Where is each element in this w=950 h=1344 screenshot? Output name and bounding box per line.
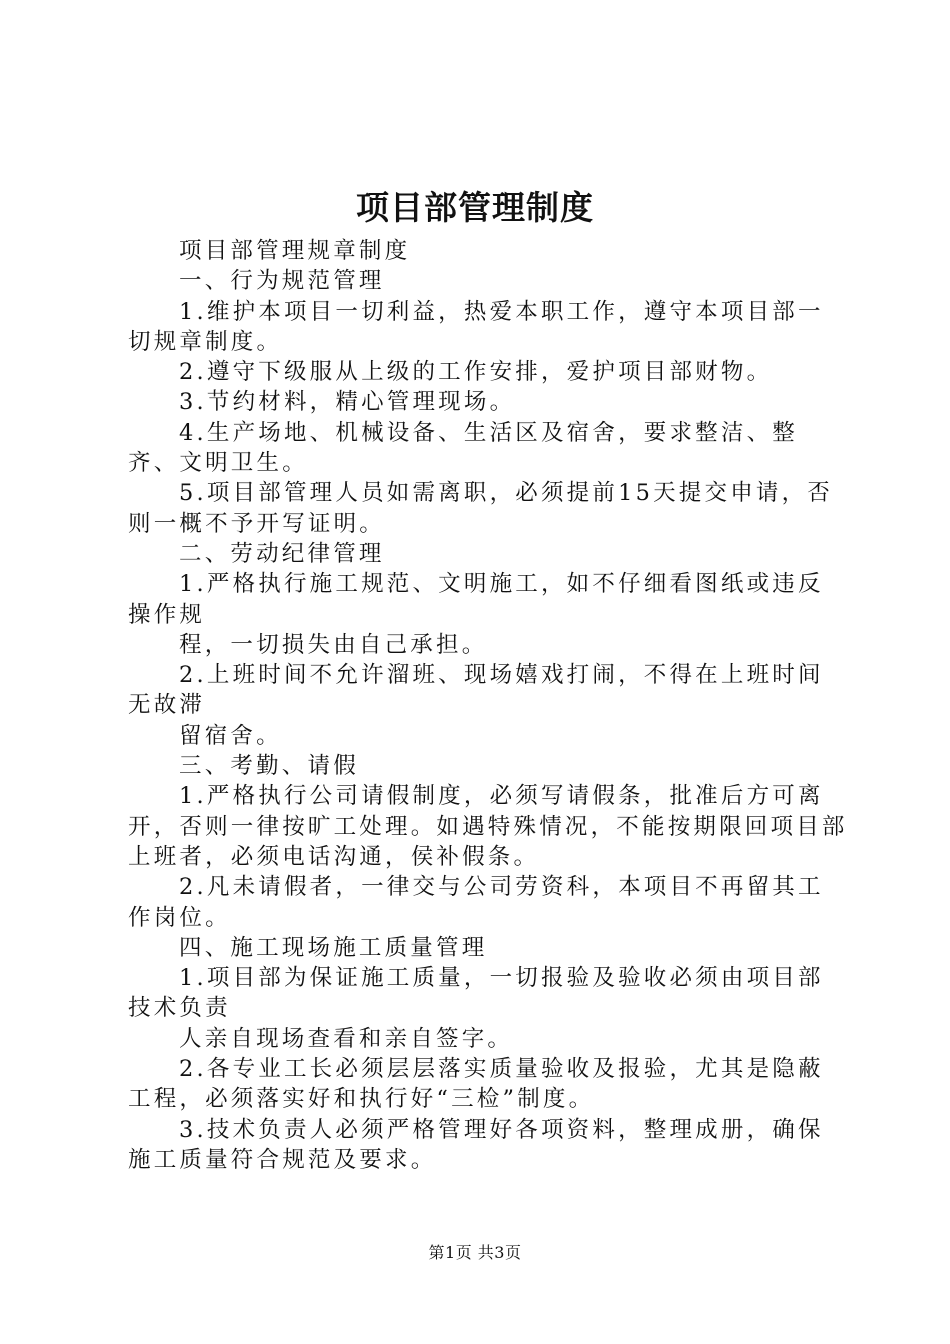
paragraph: 1.维护本项目一切利益，热爱本职工作，遵守本项目部一切规章制度。 — [128, 298, 824, 355]
paragraph-heading-regulations: 项目部管理规章制度 — [179, 238, 411, 264]
page-number-footer: 第1页 共3页 — [428, 1243, 522, 1262]
paragraph: 3.技术负责人必须严格管理好各项资料，整理成册，确保施工质量符合规范及要求。 — [128, 1116, 824, 1173]
paragraph: 1.严格执行公司请假制度，必须写请假条，批准后方可离开，否则一律按旷工处理。如遇特殊情况，不能按期限回项目部上班者，必须电话沟通，侯补假条。 — [128, 783, 848, 870]
paragraph: 1.严格执行施工规范、文明施工，如不仔细看图纸或违反操作规 — [128, 571, 824, 628]
paragraph: 人亲自现场查看和亲自签字。 — [179, 1025, 514, 1052]
paragraph: 2.上班时间不允许溜班、现场嬉戏打闹，不得在上班时间无故滞 — [128, 662, 824, 719]
document-body — [128, 236, 848, 1175]
paragraph: 1.项目部为保证施工质量，一切报验及验收必须由项目部技术负责 — [128, 965, 824, 1022]
document-title: 项目部管理制度 — [356, 188, 594, 227]
paragraph: 2.遵守下级服从上级的工作安排，爱护项目部财物。 — [179, 359, 773, 386]
section-heading-quality: 四、施工现场施工质量管理 — [179, 934, 488, 961]
paragraph: 留宿舍。 — [179, 722, 282, 749]
paragraph: 2.凡未请假者，一律交与公司劳资科，本项目不再留其工作岗位。 — [128, 874, 824, 931]
paragraph: 5.项目部管理人员如需离职，必须提前15天提交申请，否则一概不予开写证明。 — [128, 480, 833, 537]
paragraph: 4.生产场地、机械设备、生活区及宿舍，要求整洁、整齐、文明卫生。 — [128, 419, 798, 477]
paragraph: 程，一切损失由自己承担。 — [179, 631, 488, 658]
paragraph: 2.各专业工长必须层层落实质量验收及报验，尤其是隐蔽工程，必须落实好和执行好“三检”制度。 — [128, 1056, 824, 1113]
section-heading-attendance: 三、考勤、请假 — [179, 753, 359, 780]
paragraph: 3.节约材料，精心管理现场。 — [179, 389, 516, 416]
section-heading-conduct: 一、行为规范管理 — [179, 268, 385, 295]
section-heading-discipline: 二、劳动纪律管理 — [179, 540, 385, 567]
